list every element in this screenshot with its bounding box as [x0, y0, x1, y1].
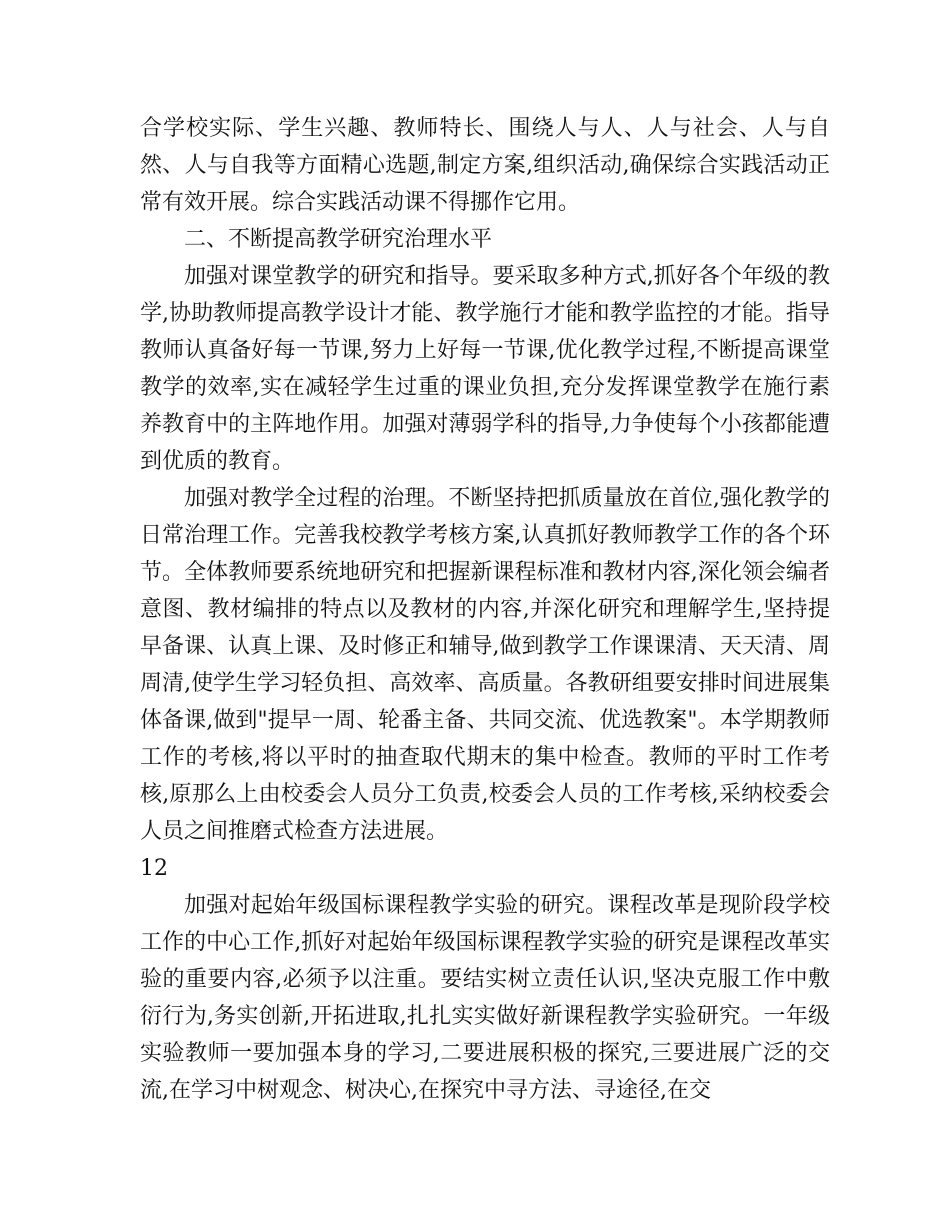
paragraph-classroom-teaching: 加强对课堂教学的研究和指导。要采取多种方式,抓好各个年级的教学,协助教师提高教学设计才能、教学施行才能和教学监控的才能。指导教师认真备好每一节课,努力上好每一节课,优化教学过程,不断提高课堂教学的效率,实在减轻学生过重的课业负担,充分发挥课堂教学在施行素养教育中的主阵地作用。加强对薄弱学科的指导,力争使每个小孩都能遭到优质的教育。 — [140, 264, 830, 474]
paragraph-continuation: 合学校实际、学生兴趣、教师特长、围绕人与人、人与社会、人与自然、人与自我等方面精心选题,制定方案,组织活动,确保综合实践活动正常有效开展。综合实践活动课不得挪作它用。 — [140, 116, 830, 215]
page-number: 12 — [140, 856, 168, 881]
paragraph-teaching-management: 加强对教学全过程的治理。不断坚持把抓质量放在首位,强化教学的日常治理工作。完善我校教学考核方案,认真抓好教师教学工作的各个环节。全体教师要系统地研究和把握新课程标准和教材内容,深化领会编者意图、教材编排的特点以及教材的内容,并深化研究和理解学生,坚持提早备课、认真上课、及时修正和辅导,做到教学工作课课清、天天清、周周清,使学生学习轻负担、高效率、高质量。各教研组要安排时间进展集体备课,做到"提早一周、轮番主备、共同交流、优选教案"。本学期教师工作的考核,将以平时的抽查取代期末的集中检查。教师的平时工作考核,原那么上由校委会人员分工负责,校委会人员的工作考核,采纳校委会人员之间推磨式检查方法进展。 — [140, 486, 830, 844]
document-body — [140, 110, 830, 1109]
paragraph-curriculum-research: 加强对起始年级国标课程教学实验的研究。课程改革是现阶段学校工作的中心工作,抓好对起始年级国标课程教学实验的研究是课程改革实验的重要内容,必须予以注重。要结实树立责任认识,坚决克服工作中敷衍行为,务实创新,开拓进取,扎扎实实做好新课程教学实验研究。一年级实验教师一要加强本身的学习,二要进展积极的探究,三要进展广泛的交流,在学习中树观念、树决心,在探究中寻方法、寻途径,在交 — [140, 893, 830, 1103]
section-heading: 二、不断提高教学研究治理水平 — [184, 227, 493, 252]
